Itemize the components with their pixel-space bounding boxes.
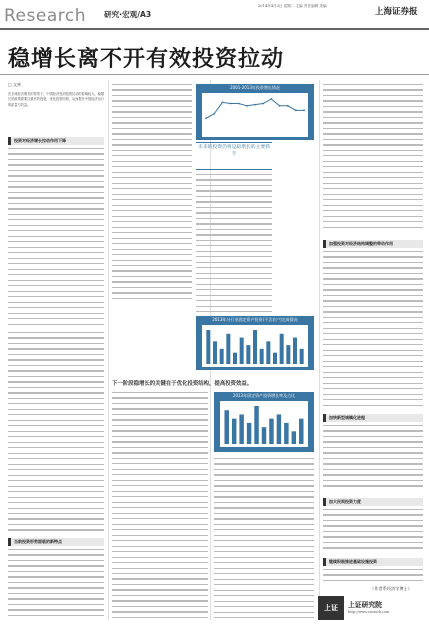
chart-industry-investment (196, 316, 314, 370)
bar (232, 419, 236, 444)
body-text-block (8, 332, 104, 532)
bar (213, 341, 217, 364)
bar (233, 353, 237, 364)
bar (260, 349, 264, 364)
headline-rule (0, 74, 429, 75)
bar (239, 414, 243, 444)
byline: □ 文林 (8, 82, 22, 87)
bar (299, 419, 303, 444)
subhead-2: 当前投资形势面临的新特点 (8, 538, 104, 546)
body-text-block (8, 148, 104, 328)
data-point (238, 103, 240, 105)
brand-url: http://www.cnstock.com (348, 610, 390, 614)
subhead-4: 加快新型城镇化进程 (323, 414, 423, 422)
body-text-block (323, 84, 423, 234)
data-point (254, 104, 256, 106)
pull-quote: 未来的投资仍将是稳增长的主要抓手 (196, 142, 272, 170)
bar (273, 353, 277, 364)
research-title: Research (4, 6, 86, 26)
data-point (262, 103, 264, 105)
newspaper-name: 上海证券报 (375, 7, 418, 17)
subhead-6: 继续积极推进基础设施投资 (323, 558, 423, 566)
data-point (270, 98, 272, 100)
header-rule (0, 28, 429, 30)
bar (253, 330, 257, 364)
data-point (213, 113, 215, 115)
chart-growth-share (214, 392, 314, 452)
body-text-block (112, 84, 192, 304)
subhead-3: 加强投资对经济结构调整的带动作用 (323, 240, 423, 248)
bar (266, 341, 270, 364)
data-point (246, 105, 248, 107)
chart-title: 2013年固定资产投资增长率及占比 (232, 393, 296, 398)
data-point (303, 109, 305, 111)
subhead-1: 投资对经济增长拉动作用下降 (8, 137, 104, 145)
bar-chart-svg (220, 401, 308, 447)
bar (280, 334, 284, 364)
bar (206, 330, 210, 364)
bar (293, 338, 297, 364)
bar (224, 410, 228, 444)
data-point (221, 102, 223, 104)
section-kicker: 下一阶段稳增长的关键在于优化投资结构，提高投资效益。 (112, 381, 253, 387)
data-point (295, 109, 297, 111)
brand-name: 上证研究院 (348, 601, 382, 609)
bar (240, 338, 244, 364)
bar (277, 414, 281, 444)
author-note: （作者系经济学博士） (370, 586, 412, 591)
bar-chart-svg (202, 325, 308, 367)
chart-title: 2001-2013年投资增长情况 (230, 85, 280, 90)
bar (220, 349, 224, 364)
chart-title: 2013年分行业固定资产投资(不含农户)完成情况 (212, 317, 298, 322)
chart-investment-growth (196, 84, 314, 140)
issue-meta: 2014年4月3日 星期二 主编 责任编辑 美编 (258, 4, 327, 8)
brand-logo: 上证 (318, 596, 344, 620)
bar (246, 345, 250, 364)
data-point (279, 105, 281, 107)
section-label: 研究·宏观/A3 (104, 10, 152, 19)
bar (254, 406, 258, 444)
data-point (287, 105, 289, 107)
data-point (205, 117, 207, 119)
body-text-block (323, 509, 423, 555)
bar (286, 345, 290, 364)
body-text-block (112, 392, 208, 620)
bar (269, 419, 273, 444)
body-text-block (323, 425, 423, 495)
bar (292, 431, 296, 444)
body-text-block (323, 569, 423, 587)
lead-paragraph: 在全球经济增长的背景下，中国经济受到投资拉动的影响较大。稳增长的政策需要注重有效投资，优化投资结构，从而提升中国经济运行的质量与效益。 (8, 92, 104, 107)
plot-area (202, 93, 308, 137)
body-text-block (323, 251, 423, 411)
subhead-5: 加大民间投资力度 (323, 498, 423, 506)
column-divider (319, 80, 320, 620)
bar (300, 349, 304, 364)
column-divider (108, 80, 109, 620)
footer-brand (318, 594, 426, 622)
data-point (230, 103, 232, 105)
bar (262, 427, 266, 444)
body-text-block (8, 549, 104, 621)
bar (226, 334, 230, 364)
page-header (0, 0, 429, 34)
page-headline: 稳增长离不开有效投资拉动 (8, 47, 285, 72)
body-text-block (196, 174, 272, 314)
body-text-block (214, 458, 314, 620)
line-chart-svg (202, 93, 308, 137)
bar (284, 423, 288, 444)
bar (247, 423, 251, 444)
